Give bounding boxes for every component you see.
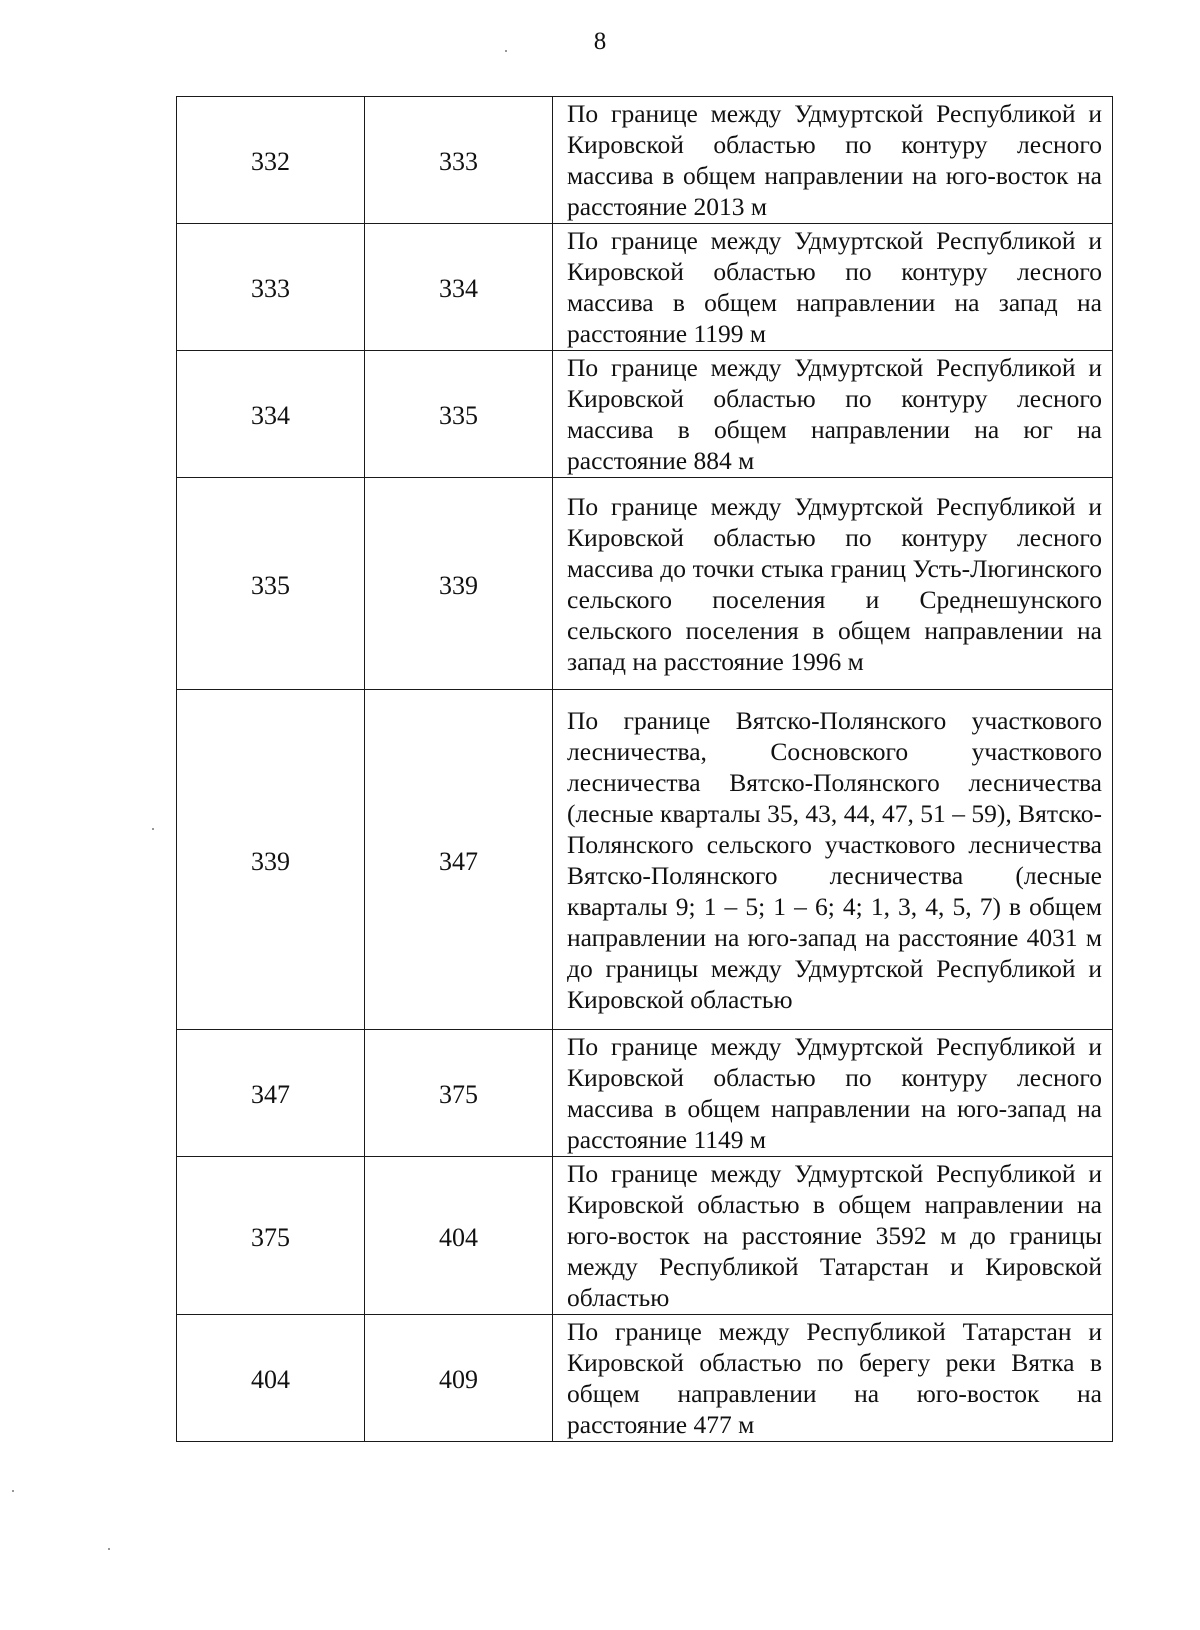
to-point-cell [365,224,553,351]
to-point: 375 [439,1080,478,1109]
from-point: 375 [251,1222,290,1252]
page-number: 8 [593,28,607,55]
table-row [177,351,1113,478]
boundary-description: По границе между Удмуртской Республикой и Кировской областью по контуру лесного массива в общем направлении на юго-восток на расстояние 2013 м [553,97,1113,224]
to-point: 339 [439,570,478,600]
boundary-table-body [177,97,1113,1442]
table-row [177,690,1113,1030]
scan-speck [12,1490,14,1492]
boundary-description: По границе между Удмуртской Республикой и Кировской областью по контуру лесного массива в общем направлении на юг на расстояние 884 м [553,351,1113,478]
table-row [177,1157,1113,1315]
to-point-cell [365,97,553,224]
from-point-cell [177,351,365,478]
from-point: 332 [251,147,290,176]
to-point: 335 [439,401,478,430]
from-point-cell [177,690,365,1030]
from-point: 333 [251,274,290,303]
to-point-cell [365,478,553,690]
to-point-cell [365,351,553,478]
to-point: 334 [439,274,478,303]
to-point: 409 [439,1365,478,1394]
table-row [177,224,1113,351]
table-row [177,1315,1113,1442]
from-point: 339 [251,846,290,876]
to-point-cell [365,1157,553,1315]
boundary-description: По границе Вятско-Полянского участкового лесничества, Сосновского участкового лесничества Вятско-Полянского лесничества (лесные кварталы 35, 43, 44, 47, 51 – 59), Вятско-Полянского сельского участкового лесничества Вятско-Полянского лесничества (лесные кварталы 9; 1 – 5; 1 – 6; 4; 1, 3, 4, 5, 7) в общем направлении на юго-запад на расстояние 4031 м до границы между Удмуртской Республикой и Кировской областью [553,690,1113,1030]
from-point: 334 [251,401,290,430]
to-point: 347 [439,846,478,876]
from-point-cell [177,224,365,351]
from-point: 404 [251,1365,290,1394]
table-row [177,478,1113,690]
to-point-cell [365,690,553,1030]
from-point: 335 [251,570,290,600]
boundary-description: По границе между Республикой Татарстан и Кировской областью по берегу реки Вятка в общем направлении на юго-восток на расстояние 477 м [553,1315,1113,1442]
table-row [177,97,1113,224]
to-point: 404 [439,1222,478,1252]
to-point: 333 [439,147,478,176]
scan-speck [152,828,154,830]
boundary-description: По границе между Удмуртской Республикой и Кировской областью по контуру лесного массива в общем направлении на запад на расстояние 1199 м [553,224,1113,351]
table-row [177,1030,1113,1157]
scan-speck [505,50,507,52]
scan-speck [108,1548,110,1550]
to-point-cell [365,1315,553,1442]
from-point-cell [177,1030,365,1157]
from-point-cell [177,97,365,224]
boundary-description: По границе между Удмуртской Республикой и Кировской областью по контуру лесного массива в общем направлении на юго-запад на расстояние 1149 м [553,1030,1113,1157]
from-point: 347 [251,1080,290,1109]
boundary-description: По границе между Удмуртской Республикой и Кировской областью в общем направлении на юго-восток на расстояние 3592 м до границы между Республикой Татарстан и Кировской областью [553,1157,1113,1315]
from-point-cell [177,1315,365,1442]
from-point-cell [177,478,365,690]
boundary-table [176,96,1113,1442]
boundary-description: По границе между Удмуртской Республикой и Кировской областью по контуру лесного массива до точки стыка границ Усть-Люгинского сельского поселения и Среднешунского сельского поселения в общем направлении на запад на расстояние 1996 м [553,478,1113,690]
from-point-cell [177,1157,365,1315]
to-point-cell [365,1030,553,1157]
